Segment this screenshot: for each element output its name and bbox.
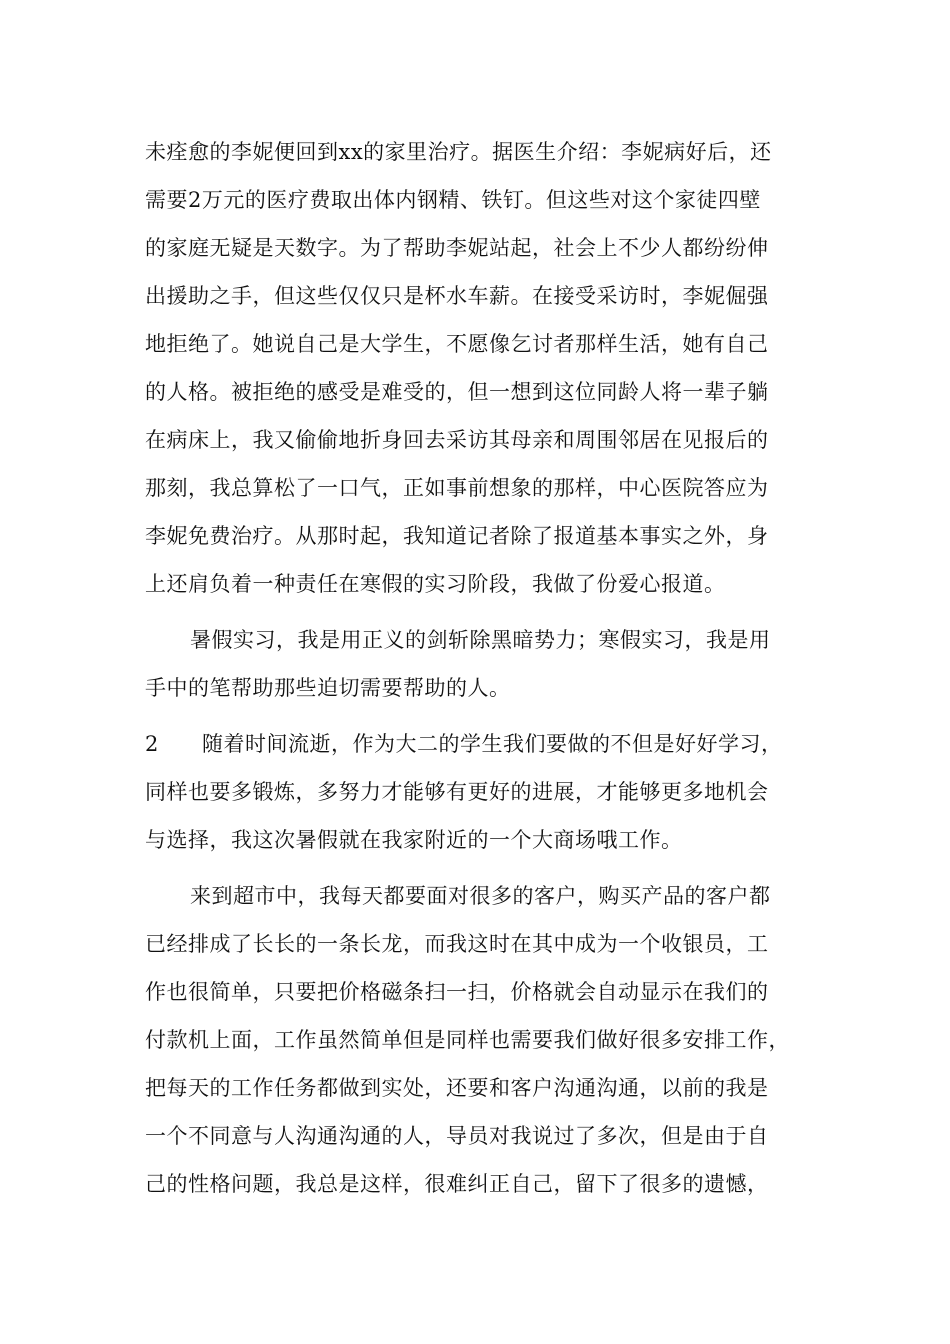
text-line: 与选择，我这次暑假就在我家附近的一个大商场哦工作。 bbox=[145, 828, 683, 852]
text-line: 付款机上面，工作虽然简单但是同样也需要我们做好很多安排工作， bbox=[145, 1028, 790, 1052]
text-line: 未痊愈的李妮便回到xx的家里治疗。据医生介绍：李妮病好后，还 bbox=[145, 140, 772, 164]
text-line: 出援助之手，但这些仅仅只是杯水车薪。在接受采访时，李妮倔强 bbox=[145, 284, 769, 308]
text-line: 上还肩负着一种责任在寒假的实习阶段，我做了份爱心报道。 bbox=[145, 572, 726, 596]
text-line: 地拒绝了。她说自己是大学生，不愿像乞讨者那样生活，她有自己 bbox=[145, 332, 769, 356]
text-line: 己的性格问题，我总是这样，很难纠正自己，留下了很多的遗憾， bbox=[145, 1172, 769, 1196]
text-line: 李妮免费治疗。从那时起，我知道记者除了报道基本事实之外，身 bbox=[145, 524, 769, 548]
text-line: 同样也要多锻炼，多努力才能够有更好的进展，才能够更多地机会 bbox=[145, 780, 769, 804]
text-line: 的家庭无疑是天数字。为了帮助李妮站起，社会上不少人都纷纷伸 bbox=[145, 236, 769, 260]
text-line: 一个不同意与人沟通沟通的人，导员对我说过了多次，但是由于自 bbox=[145, 1124, 769, 1148]
text-line: 在病床上，我又偷偷地折身回去采访其母亲和周围邻居在见报后的 bbox=[145, 428, 769, 452]
section-number: 2 bbox=[145, 732, 159, 756]
text-line: 的人格。被拒绝的感受是难受的，但一想到这位同龄人将一辈子躺 bbox=[145, 380, 769, 404]
text-line: 随着时间流逝，作为大二的学生我们要做的不但是好好学习， bbox=[202, 732, 783, 756]
text-line: 已经排成了长长的一条长龙，而我这时在其中成为一个收银员，工 bbox=[145, 932, 769, 956]
text-line: 作也很简单，只要把价格磁条扫一扫，价格就会自动显示在我们的 bbox=[145, 980, 769, 1004]
text-line: 暑假实习，我是用正义的剑斩除黑暗势力；寒假实习，我是用 bbox=[190, 628, 771, 652]
text-line: 手中的笔帮助那些迫切需要帮助的人。 bbox=[145, 676, 511, 700]
text-line: 那刻，我总算松了一口气，正如事前想象的那样，中心医院答应为 bbox=[145, 476, 769, 500]
text-line: 需要2万元的医疗费取出体内钢精、铁钉。但这些对这个家徒四壁 bbox=[145, 188, 761, 212]
text-line: 把每天的工作任务都做到实处，还要和客户沟通沟通，以前的我是 bbox=[145, 1076, 769, 1100]
text-line: 来到超市中，我每天都要面对很多的客户，购买产品的客户都 bbox=[190, 884, 771, 908]
